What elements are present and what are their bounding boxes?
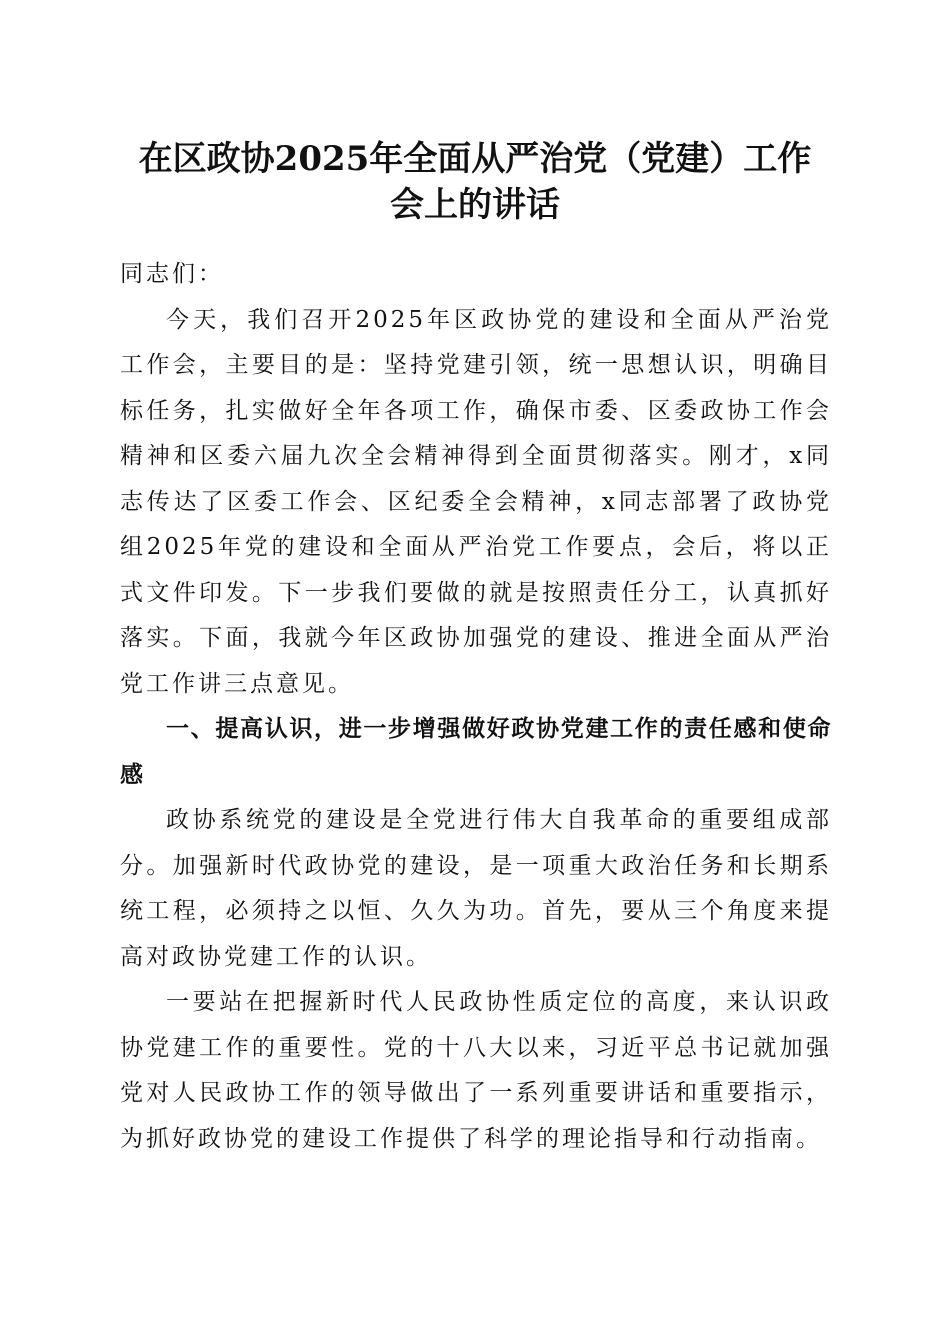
title-line-2: 会上的讲话 xyxy=(390,185,560,225)
intro-paragraph: 今天，我们召开2025年区政协党的建设和全面从严治党工作会，主要目的是：坚持党建引领，统一思想认识，明确目标任务，扎实做好全年各项工作，确保市委、区委政协工作会精神和区委六届九次全会精神得到全面贯彻落实。刚才，x同志传达了区委工作会、区纪委全会精神，x同志部署了政协党组2025年党的建设和全面从严治党工作要点，会后，将以正式文件印发。下一步我们要做的就是按照责任分工，认真抓好落实。下面，我就今年区政协加强党的建设、推进全面从严治党工作讲三点意见。 xyxy=(120,306,832,697)
section-1-paragraph-1: 政协系统党的建设是全党进行伟大自我革命的重要组成部分。加强新时代政协党的建设，是一项重大政治任务和长期系统工程，必须持之以恒、久久为功。首先，要从三个角度来提高对政协党建工作的认识。 xyxy=(120,807,832,970)
document-title xyxy=(100,136,850,228)
section-1-paragraph-2: 一要站在把握新时代人民政协性质定位的高度，来认识政协党建工作的重要性。党的十八大以来，习近平总书记就加强党对人民政协工作的领导做出了一系列重要讲话和重要指示，为抓好政协党的建设工作提供了科学的理论指导和行动指南。 xyxy=(120,989,832,1152)
salutation: 同志们： xyxy=(120,261,224,287)
title-line-1: 在区政协2025年全面从严治党（党建）工作 xyxy=(138,139,812,179)
document-body xyxy=(120,252,832,1162)
section-heading-1: 一、提高认识，进一步增强做好政协党建工作的责任感和使命感 xyxy=(120,716,832,788)
